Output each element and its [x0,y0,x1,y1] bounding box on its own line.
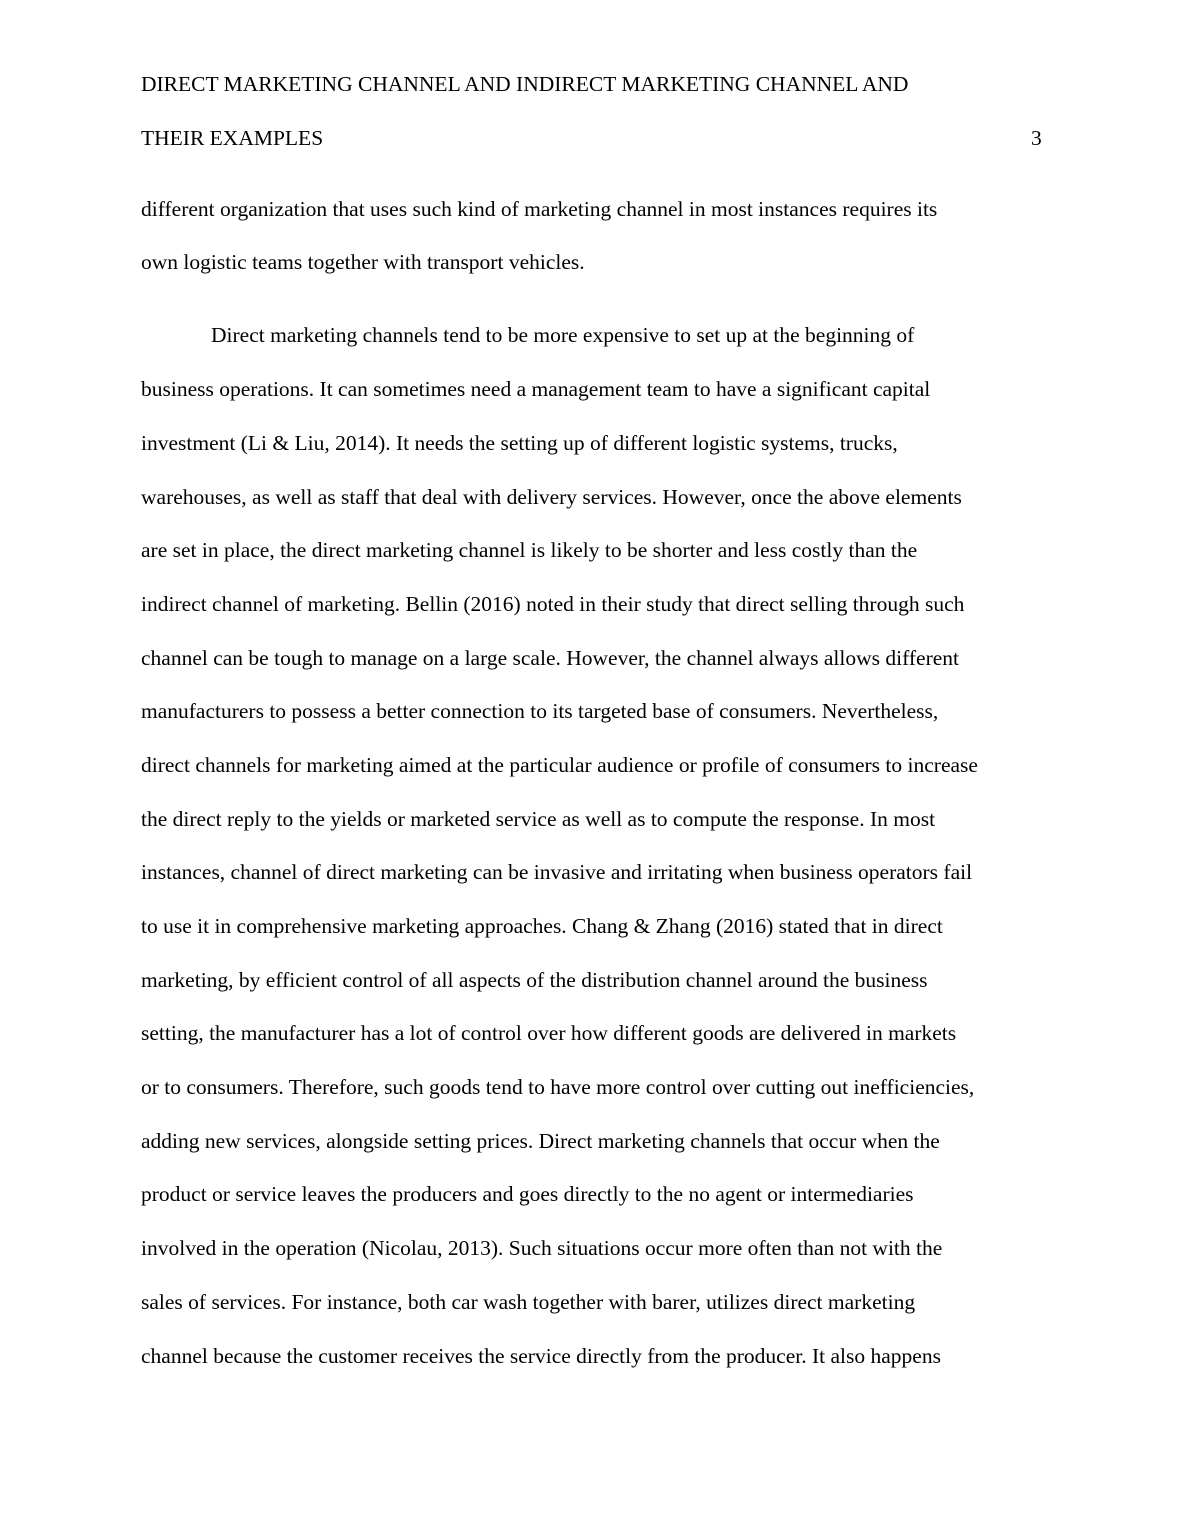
paragraph-2-line: involved in the operation (Nicolau, 2013). Such situations occur more often than not with the [141,1236,943,1260]
paragraph-1-line: different organization that uses such kind of marketing channel in most instances requires its [141,197,938,221]
paragraph-2-line: investment (Li & Liu, 2014). It needs the setting up of different logistic systems, trucks, [141,431,898,455]
paragraph-2-line: or to consumers. Therefore, such goods tend to have more control over cutting out inefficiencies, [141,1075,975,1099]
paragraph-2-line: business operations. It can sometimes need a management team to have a significant capital [141,377,931,401]
paragraph-2-line: instances, channel of direct marketing can be invasive and irritating when business operators fail [141,860,973,884]
paragraph-2-line: channel because the customer receives the service directly from the producer. It also happens [141,1344,941,1368]
paragraph-2-line: Direct marketing channels tend to be more expensive to set up at the beginning of [211,323,915,347]
paragraph-2-line: warehouses, as well as staff that deal with delivery services. However, once the above elements [141,485,962,509]
paragraph-2-line: marketing, by efficient control of all aspects of the distribution channel around the business [141,968,928,992]
running-head-line-2: THEIR EXAMPLES [141,126,324,150]
paragraph-2-line: direct channels for marketing aimed at the particular audience or profile of consumers to increase [141,753,978,777]
paragraph-1-line: own logistic teams together with transport vehicles. [141,250,585,274]
paragraph-2-line: to use it in comprehensive marketing approaches. Chang & Zhang (2016) stated that in direct [141,914,943,938]
page-number: 3 [1031,126,1042,150]
paragraph-2-line: product or service leaves the producers and goes directly to the no agent or intermediaries [141,1182,914,1206]
running-head-line-1: DIRECT MARKETING CHANNEL AND INDIRECT MARKETING CHANNEL AND [141,72,909,96]
paragraph-2-line: indirect channel of marketing. Bellin (2016) noted in their study that direct selling through such [141,592,965,616]
paragraph-2-line: adding new services, alongside setting prices. Direct marketing channels that occur when the [141,1129,940,1153]
paragraph-2-line: manufacturers to possess a better connection to its targeted base of consumers. Nevertheless, [141,699,939,723]
paragraph-2-line: the direct reply to the yields or marketed service as well as to compute the response. In most [141,807,936,831]
paragraph-2-line: setting, the manufacturer has a lot of control over how different goods are delivered in markets [141,1021,957,1045]
paragraph-2-line: sales of services. For instance, both car wash together with barer, utilizes direct marketing [141,1290,916,1314]
paragraph-2-line: channel can be tough to manage on a large scale. However, the channel always allows different [141,646,960,670]
paragraph-2-line: are set in place, the direct marketing channel is likely to be shorter and less costly than the [141,538,918,562]
